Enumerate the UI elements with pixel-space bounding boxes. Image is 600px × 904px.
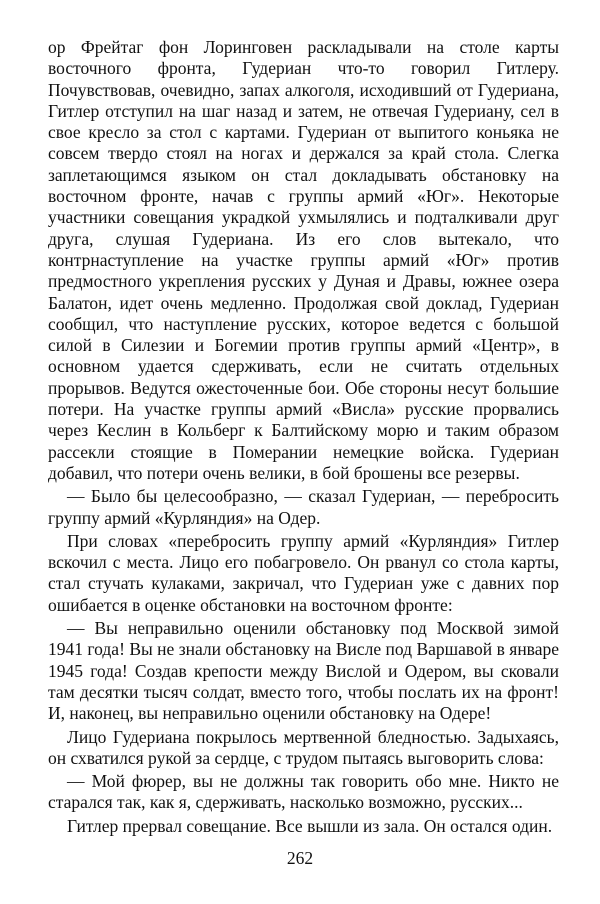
paragraph-1: ор Фрейтаг фон Лоринговен раскладывали на столе карты восточного фронта, Гудериан что-то говорил Гитлеру. Почувствовав, очевидно, запах алкоголя, исходивший от Гудериана, Гитлер отступил на шаг назад и затем, не отвечая Гудериану, сел в свое кресло за стол с картами. Гудериан от выпитого коньяка не совсем твердо стоял на ногах и держался за край стола. Слегка заплетающимся языком он стал докладывать обстановку на восточном фронте, начав с группы армий «Юг». Некоторые участники совещания украдкой ухмылялись и подталкивали друг друга, слушая Гудериана. Из его слов вытекало, что контрнаступление на участке группы армий «Юг» против предмостного укрепления русских у Дуная и Дравы, южнее озера Балатон, идет очень медленно. Продолжая свой доклад, Гудериан сообщил, что наступление русских, которое ведется с большой силой в Силезии и Богемии против группы армий «Центр», в основном удается сдерживать, если не считать отдельных прорывов. Ведутся ожесточенные бои. Обе стороны несут большие потери. На участке группы армий «Висла» русские прорвались через Кеслин в Кольберг к Балтийскому морю и таким образом рассекли стоящие в Померании немецкие войска. Гудериан добавил, что потери очень велики, в бой брошены все резервы.	[48, 37, 559, 483]
paragraph-6: — Мой фюрер, вы не должны так говорить обо мне. Никто не старался так, как я, сдерживать, насколько возможно, русских...	[48, 771, 559, 813]
paragraph-5: Лицо Гудериана покрылось мертвенной бледностью. Задыхаясь, он схватился рукой за сердце, с трудом пытаясь выговорить слова:	[48, 726, 559, 768]
page-body	[48, 37, 559, 839]
paragraph-4: — Вы неправильно оценили обстановку под Москвой зимой 1941 года! Вы не знали обстановку на Висле под Варшавой в январе 1945 года! Создав крепости между Вислой и Одером, вы сковали там десятки тысяч солдат, вместо того, чтобы послать их на фронт! И, наконец, вы неправильно оценили обстановку на Одере!	[48, 618, 559, 724]
paragraph-2: — Было бы целесообразно, — сказал Гудериан, — перебросить группу армий «Курляндия» на Одер.	[48, 486, 559, 528]
paragraph-3: При словах «перебросить группу армий «Курляндия» Гитлер вскочил с места. Лицо его побагровело. Он рванул со стола карты, стал стучать кулаками, закричал, что Гудериан уже с давних пор ошибается в оценке обстановки на восточном фронте:	[48, 530, 559, 615]
page-number: 262	[286, 848, 314, 868]
paragraph-7: Гитлер прервал совещание. Все вышли из зала. Он остался один.	[67, 815, 553, 836]
